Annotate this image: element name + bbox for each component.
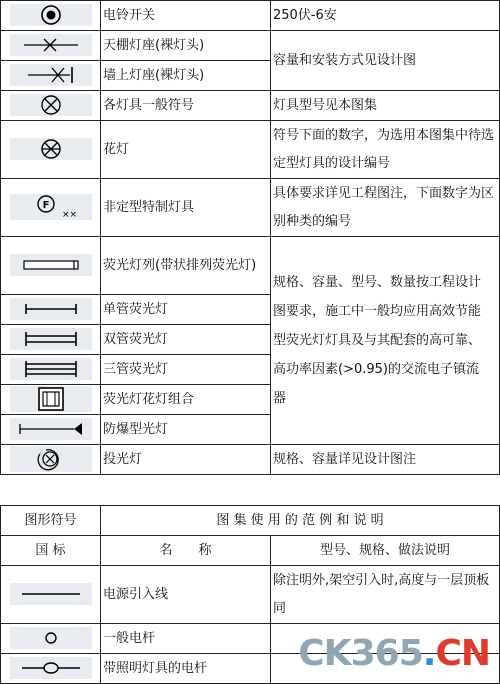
general-lamp-icon xyxy=(10,94,92,116)
row-name: 各灯具一般符号 xyxy=(101,91,271,121)
row-name: 荧光灯列(带状排列荧光灯) xyxy=(101,237,271,295)
fluorescent-combo-icon xyxy=(10,386,92,412)
row-name: 防爆型光灯 xyxy=(101,415,271,445)
single-tube-icon xyxy=(10,298,92,320)
symbol-cell xyxy=(1,1,101,31)
pole-icon xyxy=(10,627,92,649)
row-name: 电源引入线 xyxy=(101,566,271,624)
pole-with-lamp-icon xyxy=(10,657,92,679)
bell-switch-icon xyxy=(10,4,92,26)
flower-lamp-icon xyxy=(10,138,92,160)
row-desc: 规格、容量详见设计图注 xyxy=(271,445,500,475)
row-desc: 符号下面的数字，为选用本图集中待选定型灯具的设计编号 xyxy=(271,121,500,179)
desc-line: 高功率因素(>0.95)的交流电子镇流 xyxy=(273,362,479,377)
header-title: 图 集 使 用 的 范 例 和 说 明 xyxy=(101,506,500,536)
desc-line: 器 xyxy=(273,391,287,406)
header-symbol: 图形符号 xyxy=(1,506,101,536)
row-name: 电铃开关 xyxy=(101,1,271,31)
row-desc: 除注明外,架空引入时,高度与一层顶板同 xyxy=(271,566,500,624)
row-name: 花灯 xyxy=(101,121,271,179)
explosion-proof-icon xyxy=(10,418,92,440)
svg-text:F: F xyxy=(42,200,49,211)
row-name: 带照明灯具的电杆 xyxy=(101,654,271,684)
row-name: 墙上灯座(裸灯头) xyxy=(101,61,271,91)
svg-text:××: ×× xyxy=(61,210,77,220)
desc-line: 型荧光灯灯具及与其配套的高可靠、 xyxy=(273,333,482,348)
row-name: 非定型特制灯具 xyxy=(101,179,271,237)
double-tube-icon xyxy=(10,328,92,350)
desc-line: 图要求，施工中一般均应用高效节能 xyxy=(273,304,482,319)
triple-tube-icon xyxy=(10,358,92,380)
row-name: 三管荧光灯 xyxy=(101,355,271,385)
floodlight-icon xyxy=(10,446,92,472)
row-name: 一般电杆 xyxy=(101,624,271,654)
sub-header-name: 名 称 xyxy=(101,536,271,566)
row-desc: 250伏-6安 xyxy=(271,1,500,31)
watermark-logo: CK365.CN xyxy=(298,633,490,674)
row-name: 投光灯 xyxy=(101,445,271,475)
row-name: 天棚灯座(裸灯头) xyxy=(101,31,271,61)
sub-header-desc: 型号、规格、做法说明 xyxy=(271,536,500,566)
fluorescent-row-icon xyxy=(10,254,92,276)
ceiling-bare-lamp-icon xyxy=(10,34,92,56)
special-lamp-icon xyxy=(10,194,92,220)
row-name: 荧光灯花灯组合 xyxy=(101,385,271,415)
merged-desc-ceiling: 容量和安装方式见设计图 xyxy=(271,31,500,91)
sub-header-symbol: 国 标 xyxy=(1,536,101,566)
row-desc: 灯具型号见本图集 xyxy=(271,91,500,121)
row-name: 双管荧光灯 xyxy=(101,325,271,355)
wall-bare-lamp-icon xyxy=(10,64,92,86)
row-name: 单管荧光灯 xyxy=(101,295,271,325)
row-desc: 具体要求详见工程图注，下面数字为区别种类的编号 xyxy=(271,179,500,237)
power-entry-line-icon xyxy=(10,583,92,605)
merged-desc-fluorescent xyxy=(271,237,500,445)
desc-line: 规格、容量、型号、数量按工程设计 xyxy=(273,275,482,290)
